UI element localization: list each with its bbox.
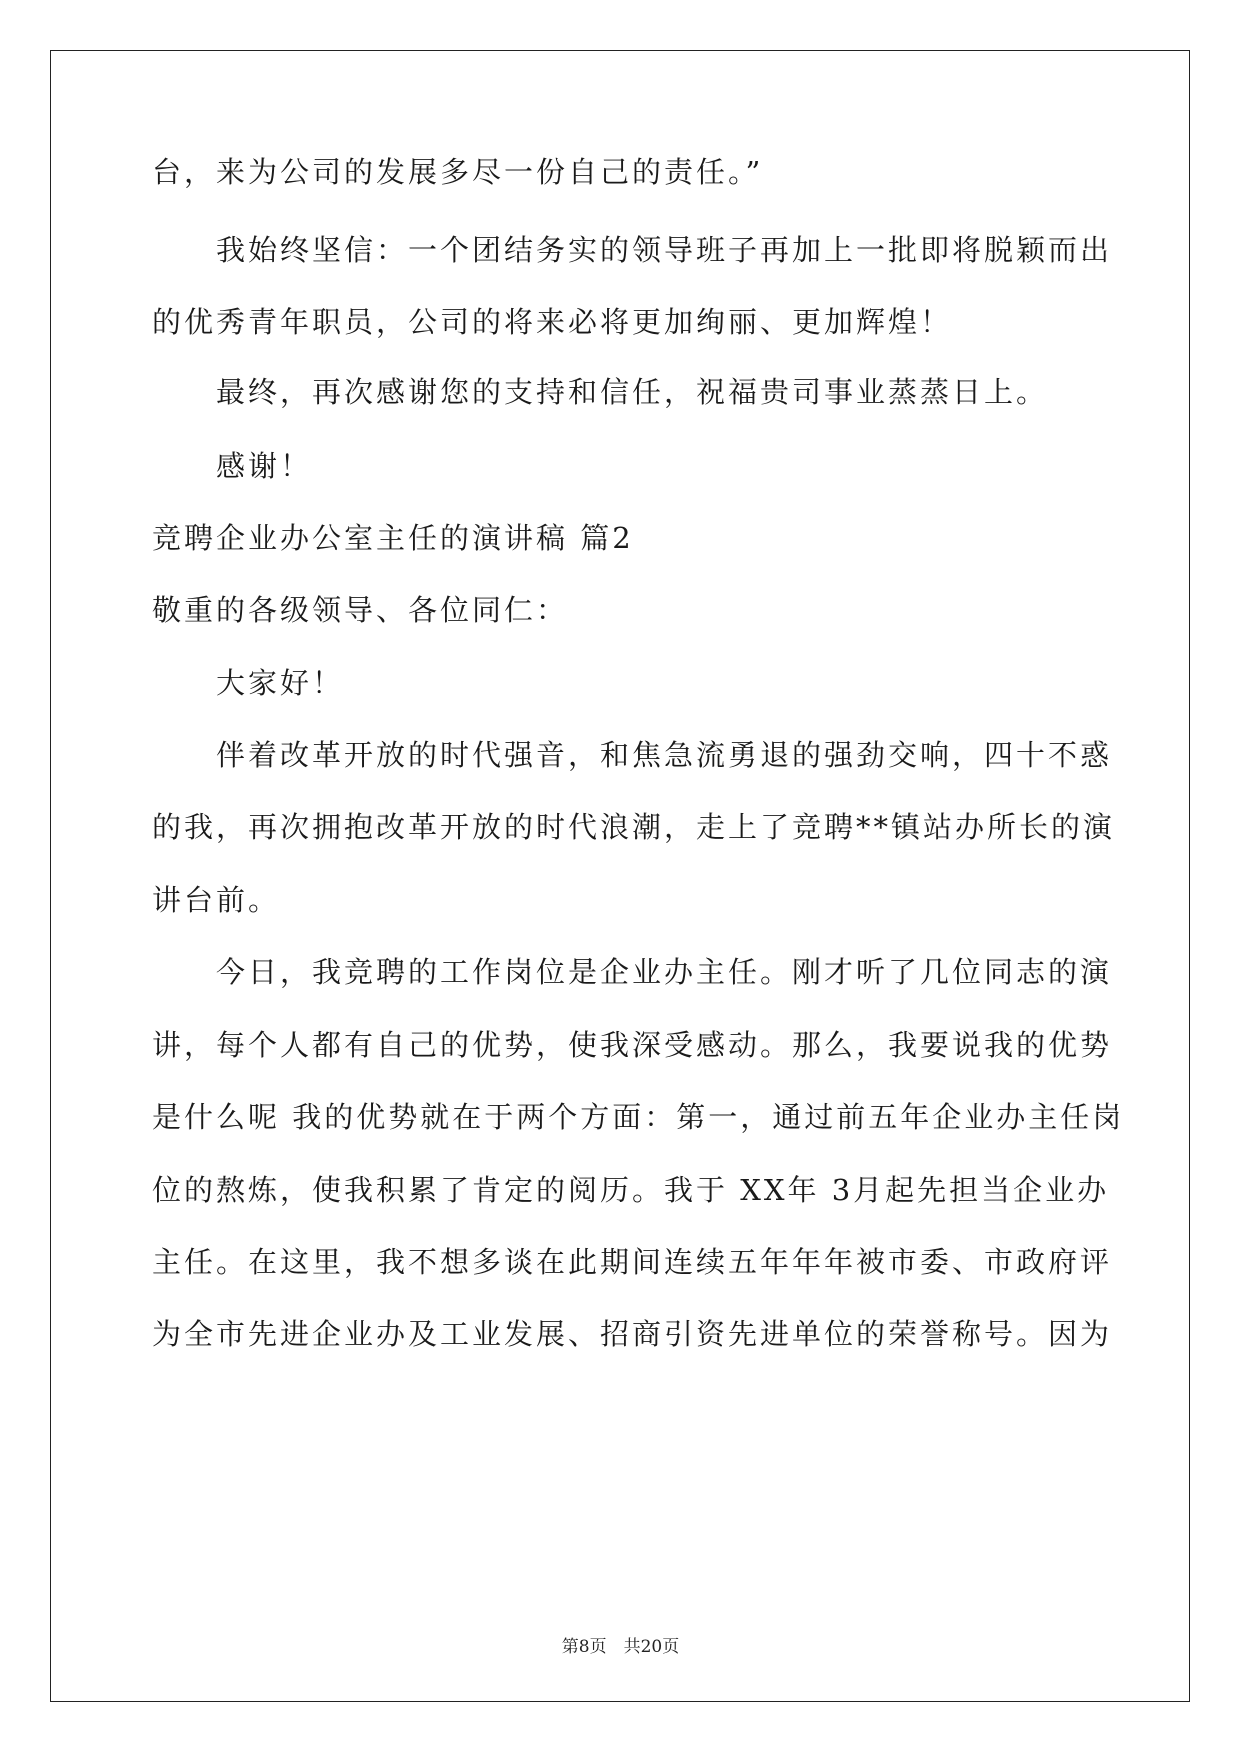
text-line: 今日，我竞聘的工作岗位是企业办主任。刚才听了几位同志的演	[216, 955, 1113, 989]
text-line: 伴着改革开放的时代强音，和焦急流勇退的强劲交响，四十不惑	[216, 738, 1113, 772]
greeting: 大家好！	[216, 666, 345, 700]
text-line: 讲，每个人都有自己的优势，使我深受感动。那么，我要说我的优势	[152, 1028, 1113, 1062]
text-line: 为全市先进企业办及工业发展、招商引资先进单位的荣誉称号。因为	[152, 1317, 1113, 1351]
text-line: 位的熬炼，使我积累了肯定的阅历。我于 XX年 3月起先担当企业办	[152, 1173, 1110, 1207]
text-line: 我始终坚信：一个团结务实的领导班子再加上一批即将脱颖而出	[216, 233, 1113, 267]
section-heading: 竞聘企业办公室主任的演讲稿 篇2	[152, 521, 634, 555]
salutation: 敬重的各级领导、各位同仁：	[152, 593, 569, 627]
text-line: 台，来为公司的发展多尽一份自己的责任。”	[152, 155, 764, 189]
page-border	[50, 50, 1190, 1702]
text-line: 感谢！	[216, 449, 313, 483]
text-line: 最终，再次感谢您的支持和信任，祝福贵司事业蒸蒸日上。	[216, 375, 1049, 409]
page-number-footer: 第8页 共20页	[561, 1637, 680, 1657]
text-line: 讲台前。	[152, 883, 281, 917]
text-line: 的优秀青年职员，公司的将来必将更加绚丽、更加辉煌！	[152, 305, 953, 339]
text-line: 是什么呢 我的优势就在于两个方面：第一，通过前五年企业办主任岗	[152, 1100, 1125, 1134]
text-line: 主任。在这里，我不想多谈在此期间连续五年年年被市委、市政府评	[152, 1245, 1113, 1279]
text-line: 的我，再次拥抱改革开放的时代浪潮，走上了竞聘**镇站办所长的演	[152, 810, 1116, 844]
